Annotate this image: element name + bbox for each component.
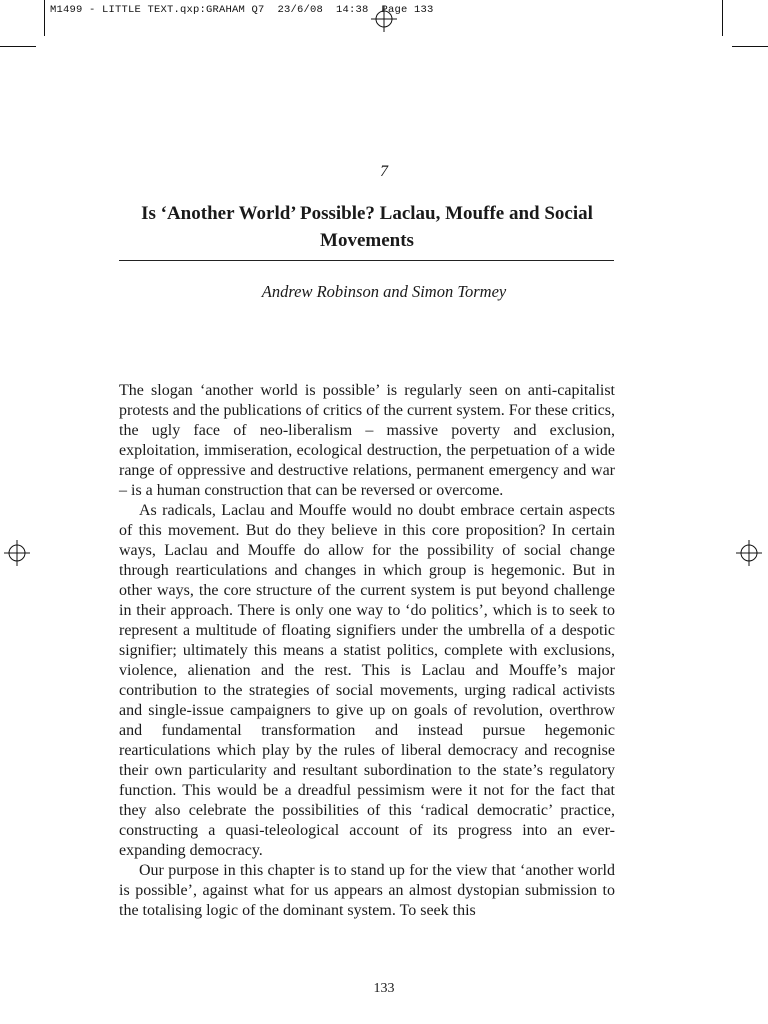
paragraph: Our purpose in this chapter is to stand up for the view that ‘another world is possible’, against what for us appears an almost dystopian submission to the totalising logic of the dominant system. To seek this xyxy=(119,862,615,919)
body-text xyxy=(119,381,615,921)
chapter-title: Is ‘Another World’ Possible? Laclau, Mouffe and Social Movements xyxy=(141,203,593,251)
paragraph: As radicals, Laclau and Mouffe would no doubt embrace certain aspects of this movement. But do they believe in this core proposition? In certain ways, Laclau and Mouffe do allow for the possibility of social change through rearticulations and changes in which group is hegemonic. But in other ways, the core structure of the current system is put beyond challenge in their approach. There is only one way to ‘do politics’, which is to seek to represent a multitude of floating signifiers under the umbrella of a despotic signifier; ultimately this means a statist politics, complete with exclusions, violence, alienation and the rest. This is Laclau and Mouffe’s major contribution to the strategies of social movements, urging radical activists and single-issue campaigners to give up on goals of revolution, overthrow and fundamental transformation and instead pursue hegemonic rearticulations which play by the rules of liberal democracy and recognise their own particularity and resultant subordination to the state’s regulatory function. This would be a dreadful pessimism were it not for the fact that they also celebrate the possibilities of this ‘radical democratic’ practice, constructing a quasi-teleological account of its progress into an ever-expanding democracy. xyxy=(119,502,615,859)
slug-line: M1499 - LITTLE TEXT.qxp:GRAHAM Q7 23/6/08 14:38 Page 133 xyxy=(50,4,434,16)
registration-mark-icon xyxy=(371,6,397,32)
title-divider xyxy=(119,260,614,261)
crop-mark-icon xyxy=(722,0,723,36)
crop-mark-icon xyxy=(44,0,45,36)
chapter-number: 7 xyxy=(380,163,388,180)
paragraph: The slogan ‘another world is possible’ is regularly seen on anti-capitalist protests and the publications of critics of the current system. For these critics, the ugly face of neo-liberalism – massive poverty and exclusion, exploitation, immiseration, ecological destruction, the perpetuation of a wide range of oppressive and destructive relations, permanent emergency and war – is a human construction that can be reversed or overcome. xyxy=(119,382,615,499)
registration-mark-icon xyxy=(4,540,30,566)
registration-mark-icon xyxy=(736,540,762,566)
page-number: 133 xyxy=(373,981,395,996)
chapter-authors: Andrew Robinson and Simon Tormey xyxy=(261,282,507,301)
crop-mark-icon xyxy=(0,46,36,47)
crop-mark-icon xyxy=(732,46,768,47)
